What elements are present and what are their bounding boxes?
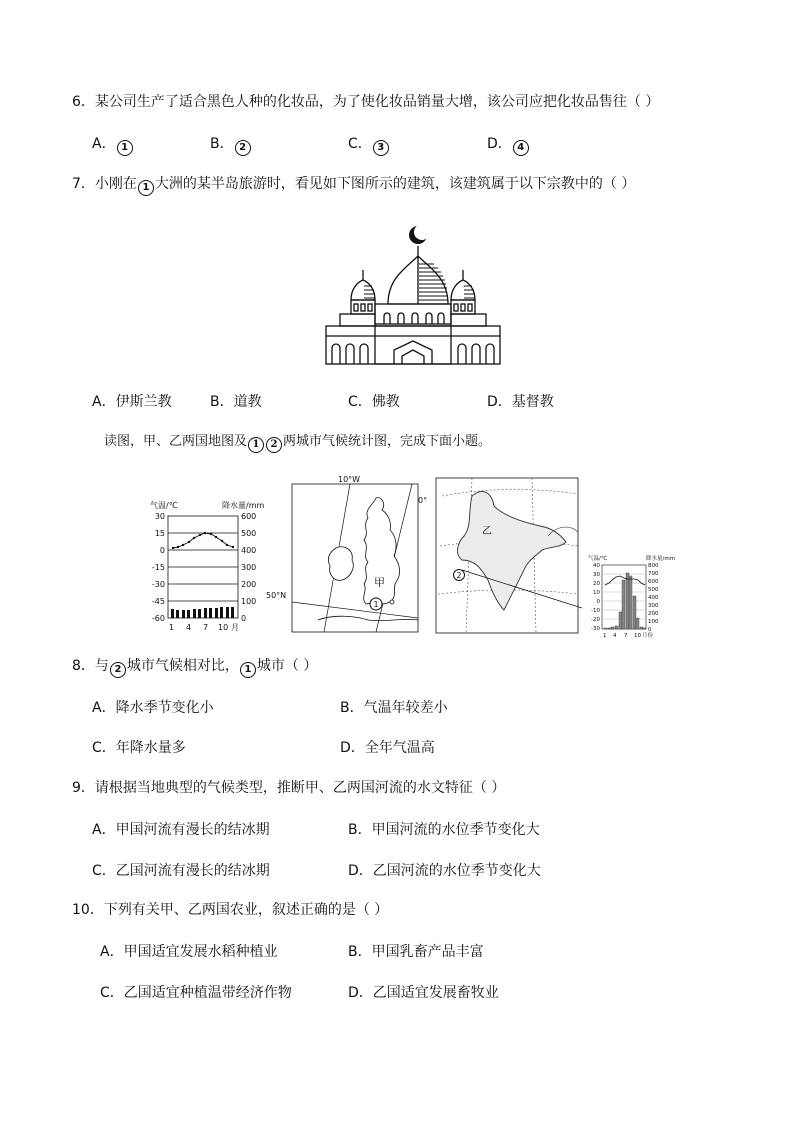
- map-yi-city-mark: 2: [456, 571, 462, 580]
- q9-option-c: C．乙国河流有漫长的结冰期: [92, 863, 270, 879]
- chart2-month-tick: 10: [634, 633, 641, 639]
- q8-stem-post: 城市（ ）: [256, 658, 318, 674]
- chart1-temp-tick: -30: [151, 580, 165, 589]
- chart2-temp-tick: -30: [591, 626, 600, 632]
- chart2-precip-tick: 200: [648, 611, 659, 617]
- chart2-temp-tick: 20: [593, 581, 600, 587]
- q6-option-d-mark: 4: [513, 140, 529, 156]
- intro-pre: 读图，甲、乙两国地图及: [104, 434, 248, 449]
- chart2-precip-tick: 600: [648, 579, 659, 585]
- map-jia-lat-label: 50°N: [266, 591, 287, 600]
- q6-option-a: [92, 134, 134, 156]
- q8-stem-mid: 城市气候相对比，: [126, 658, 239, 674]
- chart2-temp-tick: -10: [591, 608, 600, 614]
- chart1-month-tick: 10: [218, 623, 229, 632]
- chart2-month-tick: 月份: [642, 633, 654, 639]
- chart2-precip-tick: 400: [648, 595, 659, 601]
- intro-mark-2: 2: [266, 437, 282, 453]
- chart2-temp-tick: 30: [593, 572, 600, 578]
- chart1-month-tick: 月: [231, 623, 239, 632]
- chart2-month-tick: 7: [624, 633, 628, 639]
- chart1-temp-tick: 0: [159, 546, 165, 555]
- q9-stem: 9．请根据当地典型的气候类型，推断甲、乙两国河流的水文特征（ ）: [72, 780, 506, 796]
- climate-chart-1: [148, 498, 272, 636]
- q7-stem-mark: 1: [138, 180, 154, 196]
- q7-option-c: C．佛教: [348, 394, 400, 410]
- chart2-precip-tick: 0: [648, 627, 652, 633]
- figure-intro: [104, 432, 491, 453]
- chart1-precip-tick: 600: [241, 512, 257, 521]
- chart2-precip-tick: 700: [648, 571, 659, 577]
- climate-chart-2: [584, 552, 684, 640]
- map-yi-country-label: 乙: [482, 526, 492, 537]
- q6-option-c-letter: C．: [348, 136, 372, 152]
- chart1-temp-tick: -15: [151, 563, 165, 572]
- chart2-month-tick: 4: [613, 633, 617, 639]
- chart2-temp-tick: 10: [593, 590, 600, 596]
- q9-option-a: A．甲国河流有漫长的结冰期: [92, 822, 270, 838]
- q10-option-a: A．甲国适宜发展水稻种植业: [100, 944, 278, 960]
- chart2-precip-tick: 100: [648, 619, 659, 625]
- chart1-temp-label: 气温/℃: [150, 501, 178, 510]
- q8-option-d: D．全年气温高: [340, 740, 435, 756]
- mosque-illustration: [318, 218, 508, 368]
- chart1-month-tick: 7: [203, 623, 209, 632]
- q7-option-a: A．伊斯兰教: [92, 394, 172, 410]
- q8-stem-mark-1: 2: [110, 662, 126, 678]
- q8-option-c: C．年降水量多: [92, 740, 186, 756]
- chart1-precip-label: 降水量/mm: [222, 501, 265, 510]
- q10-stem: 10．下列有关甲、乙两国农业，叙述正确的是（ ）: [72, 902, 389, 918]
- chart2-temp-tick: 0: [596, 599, 600, 605]
- chart2-precip-label: 降水量/mm: [646, 556, 676, 562]
- chart1-precip-tick: 200: [241, 580, 257, 589]
- q6-option-b-mark: 2: [235, 140, 251, 156]
- chart2-precip-tick: 800: [648, 563, 659, 569]
- chart2-temp-tick: -20: [591, 617, 600, 623]
- q9-option-d: D．乙国河流的水位季节变化大: [348, 863, 541, 879]
- q6-option-a-mark: 1: [117, 140, 133, 156]
- q8-stem-mark-2: 1: [240, 662, 256, 678]
- chart1-month-tick: 1: [169, 623, 175, 632]
- q6-option-a-letter: A．: [92, 136, 116, 152]
- chart1-temp-tick: 15: [154, 529, 165, 538]
- chart1-precip-tick: 100: [241, 597, 257, 606]
- chart1-precip-tick: 400: [241, 546, 257, 555]
- q7-stem-pre: 7．小刚在: [72, 176, 137, 192]
- q6-option-c: [348, 134, 390, 156]
- intro-post: 两城市气候统计图，完成下面小题。: [283, 434, 492, 449]
- chart1-precip-tick: 300: [241, 563, 257, 572]
- q8-option-b: B．气温年较差小: [340, 700, 448, 716]
- chart2-precip-tick: 300: [648, 603, 659, 609]
- chart1-temp-tick: -45: [151, 597, 165, 606]
- map-jia-country-label: 甲: [374, 576, 385, 589]
- q7-option-d: D．基督教: [487, 394, 554, 410]
- chart1-temp-tick: 30: [154, 512, 165, 521]
- q8-option-a: A．降水季节变化小: [92, 700, 214, 716]
- q6-option-b-letter: B．: [210, 136, 234, 152]
- q8-stem-pre: 8．与: [72, 658, 109, 674]
- chart2-temp-label: 气温/℃: [588, 556, 608, 562]
- q6-option-d: [487, 134, 530, 156]
- map-jia-city-mark: 1: [373, 600, 379, 609]
- q10-option-c: C．乙国适宜种植温带经济作物: [100, 985, 292, 1001]
- q6-option-d-letter: D．: [487, 136, 512, 152]
- chart2-month-tick: 1: [603, 633, 607, 639]
- q9-option-b: B．甲国河流的水位季节变化大: [348, 822, 540, 838]
- chart1-precip-tick: 500: [241, 529, 257, 538]
- map-jia: [264, 470, 436, 636]
- map-jia-lon-label: 10°W: [338, 475, 361, 484]
- q6-option-b: [210, 134, 252, 156]
- q6-stem: 6．某公司生产了适合黑色人种的化妆品，为了使化妆品销量大增，该公司应把化妆品售往（ ）: [72, 94, 660, 110]
- chart2-precip-tick: 500: [648, 587, 659, 593]
- q8-stem: [72, 656, 317, 678]
- chart1-precip-tick: 0: [241, 614, 247, 623]
- intro-mark-1: 1: [248, 437, 264, 453]
- q6-option-c-mark: 3: [373, 140, 389, 156]
- q7-option-b: B．道教: [210, 394, 262, 410]
- q7-stem-post: 大洲的某半岛旅游时，看见如下图所示的建筑，该建筑属于以下宗教中的（ ）: [154, 176, 636, 192]
- q10-option-b: B．甲国乳畜产品丰富: [348, 944, 484, 960]
- map-jia-zero-label: 0°: [418, 496, 428, 505]
- chart1-month-tick: 4: [186, 623, 192, 632]
- q7-stem: [72, 174, 635, 196]
- map-yi: [432, 476, 582, 636]
- chart1-temp-tick: -60: [151, 614, 165, 623]
- chart2-temp-tick: 40: [593, 563, 600, 569]
- q10-option-d: D．乙国适宜发展畜牧业: [348, 985, 499, 1001]
